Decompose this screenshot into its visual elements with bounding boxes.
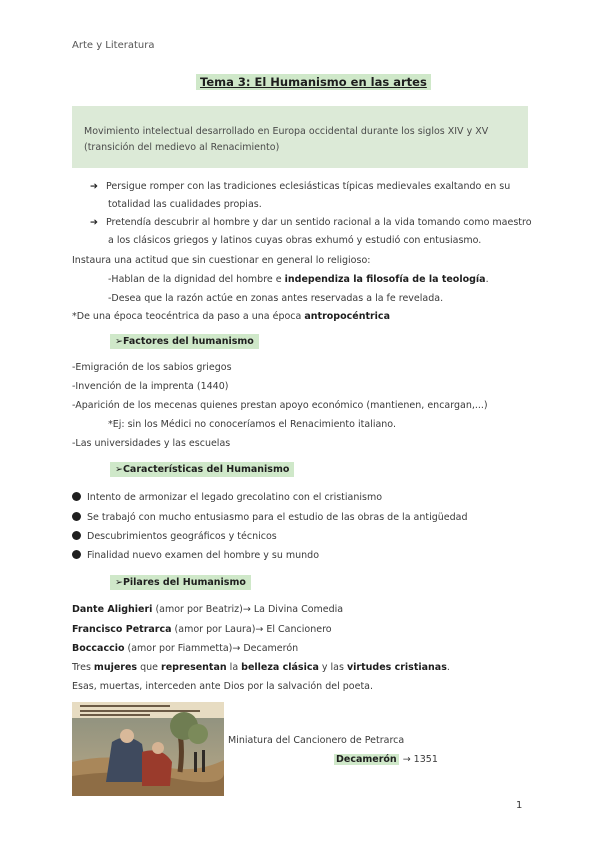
course-header: Arte y Literatura (72, 40, 155, 51)
bold-span: antropocéntrica (304, 311, 390, 322)
text-span: *De una época teocéntrica da paso a una época (72, 311, 305, 322)
bold-span: representan (161, 662, 227, 673)
bullet-item (90, 181, 510, 192)
text-span: . (485, 274, 489, 285)
author-name: Dante Alighieri (72, 604, 153, 615)
item-text: Se trabajó con mucho entusiasmo para el estudio de las obras de la antigüedad (87, 512, 468, 523)
factor-item: -Invención de la imprenta (1440) (72, 381, 229, 392)
bold-span: virtudes cristianas (346, 662, 447, 673)
section-heading-factors (110, 336, 259, 347)
factor-example: *Ej: sin los Médici no conoceríamos el Renacimiento italiano. (108, 419, 396, 430)
pillar-petrarca (72, 624, 332, 635)
attitude-point-1 (108, 274, 489, 285)
heading-label: ➢Pilares del Humanismo (110, 575, 251, 590)
item-text: Finalidad nuevo examen del hombre y su mundo (87, 550, 320, 561)
characteristic-item (72, 550, 319, 561)
pillar-boccaccio (72, 643, 298, 654)
item-text: Intento de armonizar el legado grecolatino con el cristianismo (87, 492, 383, 503)
pillar-dante (72, 604, 343, 615)
page-title: Tema 3: El Humanismo en las artes (196, 74, 431, 90)
factor-item: -Las universidades y las escuelas (72, 438, 231, 449)
attitude-point-2: -Desea que la razón actúe en zonas antes reservadas a la fe revelada. (108, 293, 444, 304)
text-span: . (446, 662, 450, 673)
definition-text: Movimiento intelectual desarrollado en Europa occidental durante los siglos XIV y XV (transición del medievo al Renacimiento) (84, 126, 489, 153)
bold-span: independiza la filosofía de la teología (284, 274, 486, 285)
text-span: la (226, 662, 242, 673)
bullet-continuation: totalidad las cualidades propias. (108, 199, 262, 210)
bullet-dot-icon (72, 512, 81, 521)
author-name: Francisco Petrarca (72, 624, 172, 635)
arrow-icon: ➔ (90, 217, 98, 228)
decameron-label: Decamerón (336, 754, 397, 765)
decameron-date (334, 754, 438, 765)
text-span: que (137, 662, 162, 673)
heading-label: ➢Características del Humanismo (110, 462, 294, 477)
page-number: 1 (516, 800, 523, 811)
decameron-year: → 1351 (402, 754, 438, 765)
attitude-note (72, 311, 390, 322)
factor-item: -Aparición de los mecenas quienes prestan apoyo económico (mantienen, encargan,...) (72, 400, 488, 411)
arrow-icon: ➔ (90, 181, 98, 192)
intercede-statement: Esas, muertas, interceden ante Dios por la salvación del poeta. (72, 681, 374, 692)
characteristic-item (72, 531, 277, 542)
bullet-dot-icon (72, 492, 81, 501)
women-statement (72, 662, 450, 673)
bullet-dot-icon (72, 550, 81, 559)
author-name: Boccaccio (72, 643, 125, 654)
petrarca-miniature-image (72, 702, 224, 796)
section-heading-characteristics (110, 464, 294, 475)
text-span: Tres (72, 662, 94, 673)
heading-label: ➢Factores del humanismo (110, 334, 259, 349)
section-heading-pillars (110, 577, 251, 588)
text-span: y las (318, 662, 347, 673)
pillar-text: (amor por Laura)→ El Cancionero (171, 624, 332, 635)
bullet-dot-icon (72, 531, 81, 540)
factor-item: -Emigración de los sabios griegos (72, 362, 232, 373)
characteristic-item (72, 492, 382, 503)
bullet-text: Persigue romper con las tradiciones eclesiásticas típicas medievales exaltando en su (105, 181, 511, 192)
attitude-intro: Instaura una actitud que sin cuestionar en general lo religioso: (72, 255, 371, 266)
pillar-text: (amor por Beatriz)→ La Divina Comedia (152, 604, 344, 615)
bold-span: mujeres (93, 662, 138, 673)
pillar-text: (amor por Fiammetta)→ Decamerón (124, 643, 299, 654)
bullet-item (90, 217, 532, 228)
bold-span: belleza clásica (241, 662, 319, 673)
bullet-continuation: a los clásicos griegos y latinos cuyas obras exhumó y estudió con entusiasmo. (108, 235, 482, 246)
item-text: Descubrimientos geográficos y técnicos (87, 531, 277, 542)
miniature-caption: Miniatura del Cancionero de Petrarca (228, 735, 405, 746)
bullet-text: Pretendía descubrir al hombre y dar un sentido racional a la vida tomando como maestro (105, 217, 532, 228)
characteristic-item (72, 512, 468, 523)
text-span: -Hablan de la dignidad del hombre e (108, 274, 285, 285)
